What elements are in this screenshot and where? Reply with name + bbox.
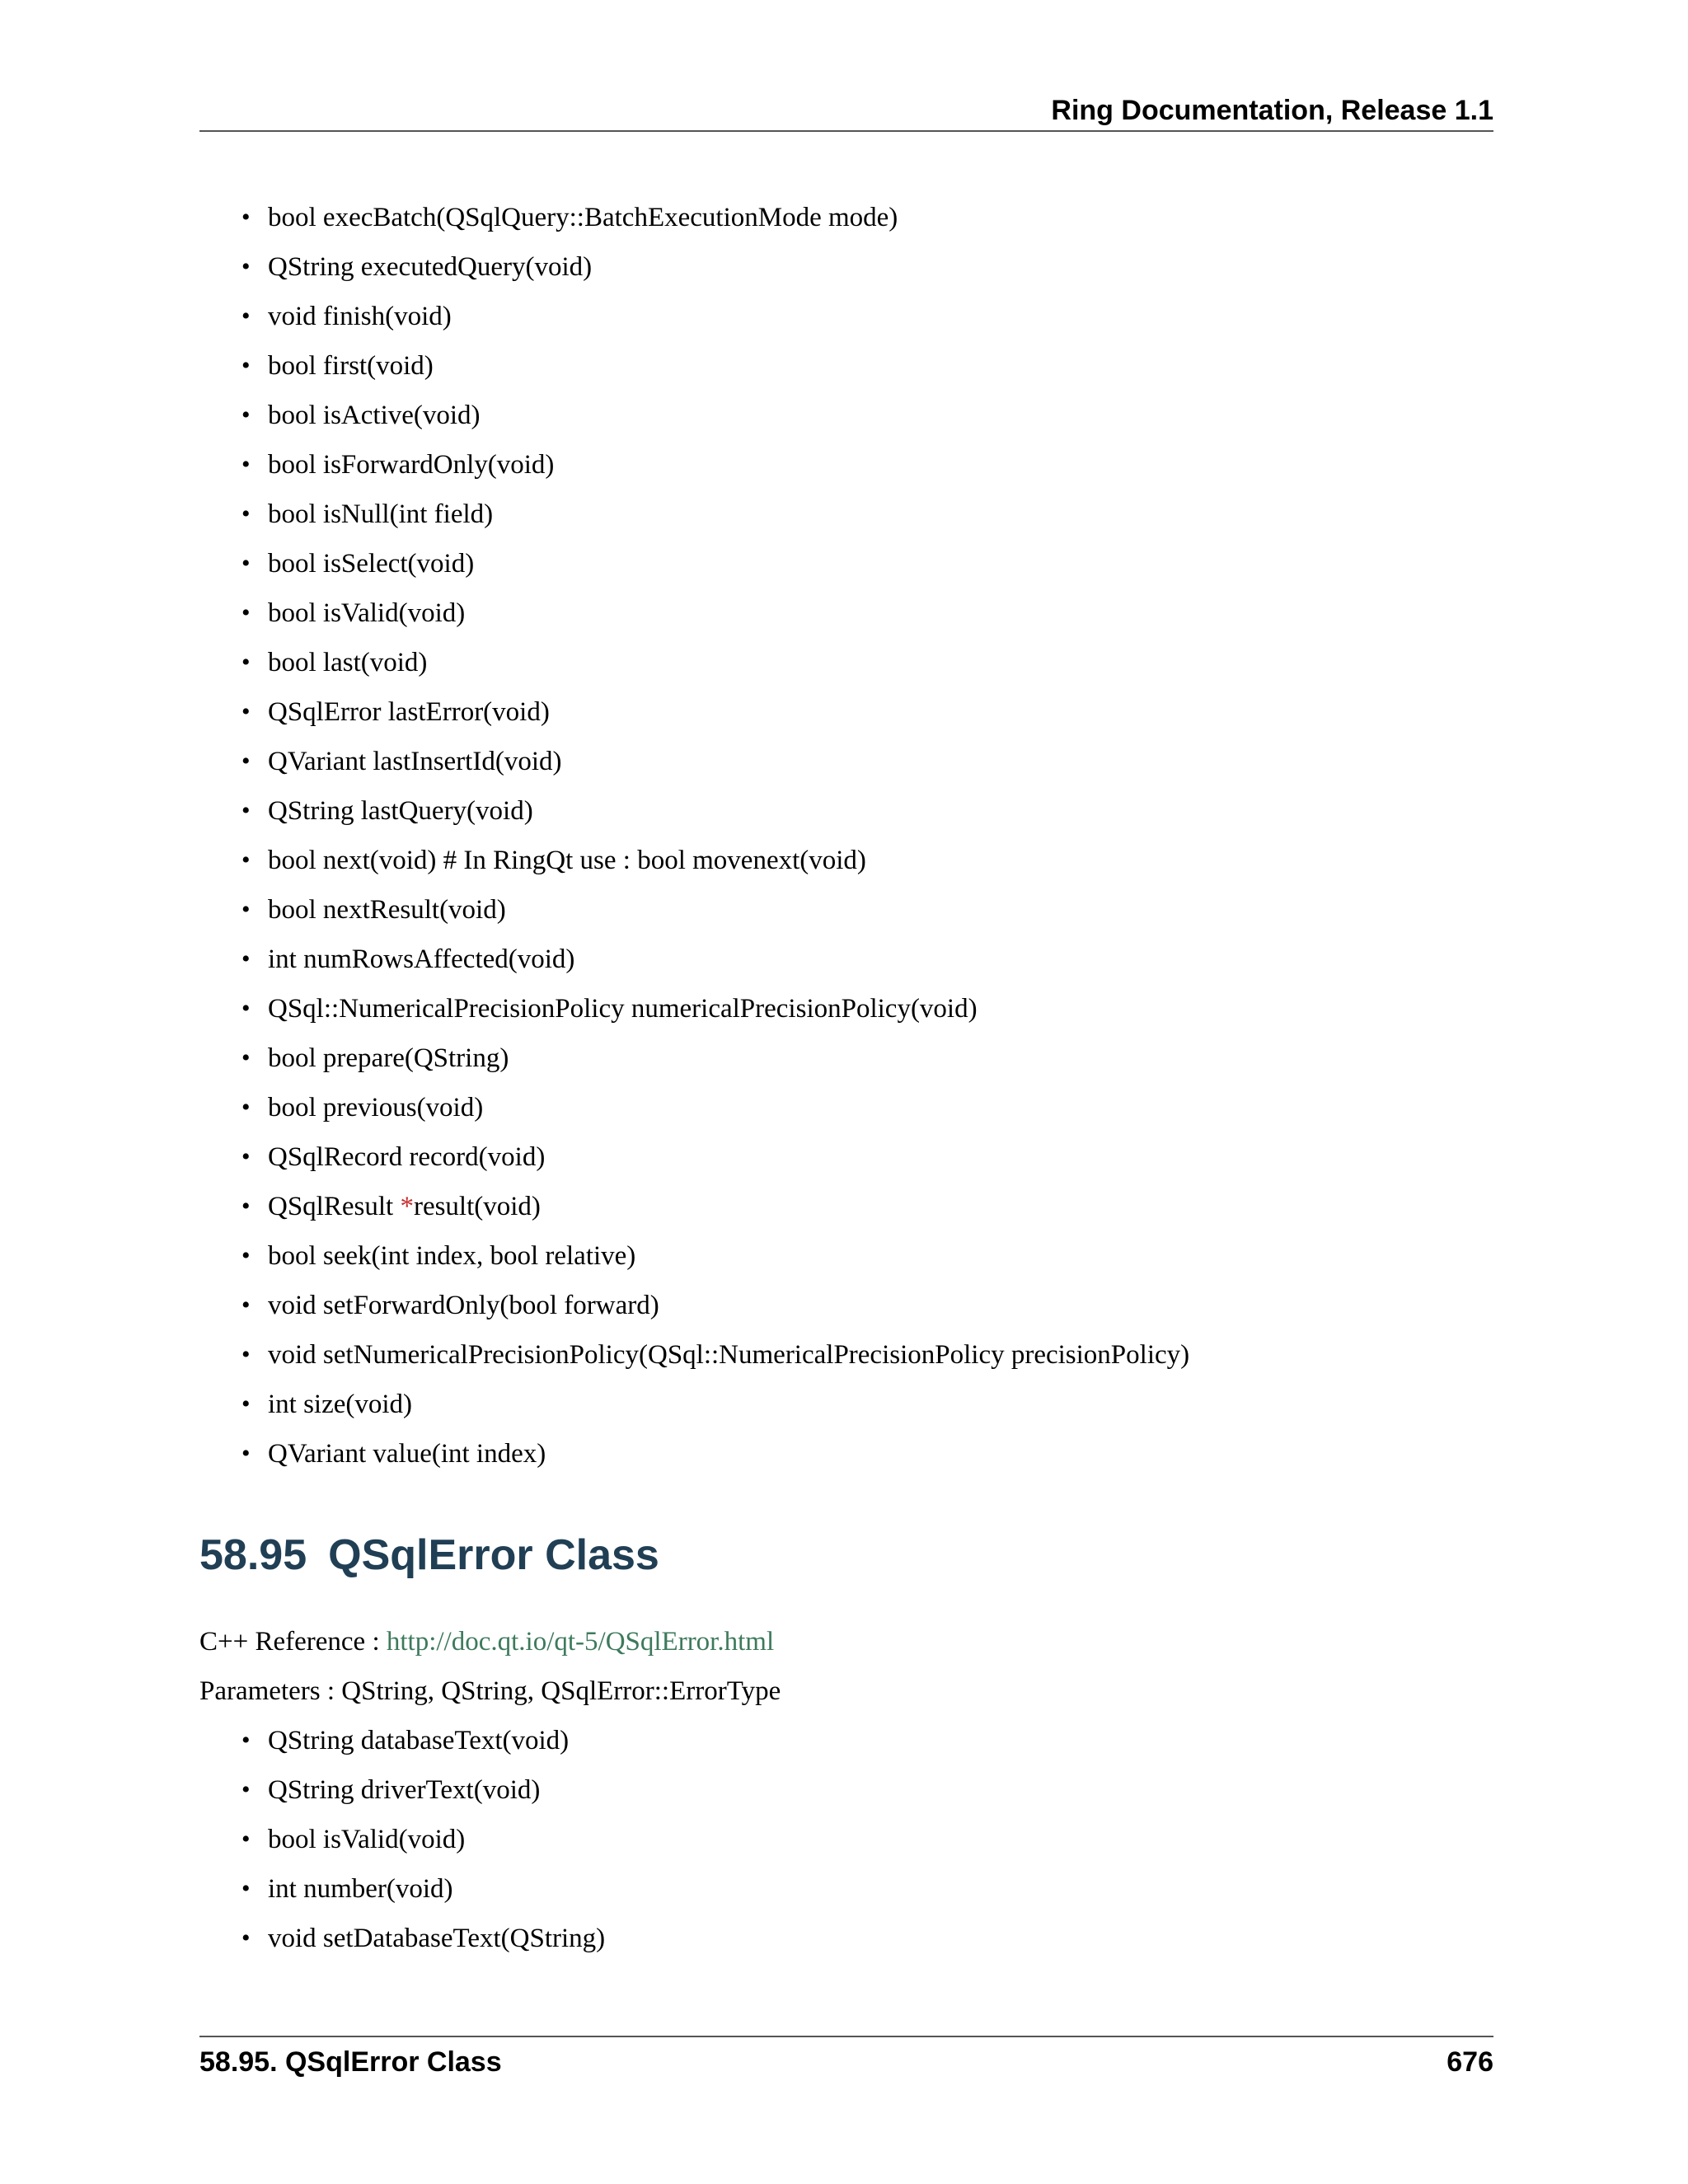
list-item	[0, 193, 1189, 242]
method-text: bool last(void)	[268, 648, 428, 677]
list-item	[0, 588, 1189, 638]
header-title: Ring Documentation, Release 1.1	[1051, 95, 1493, 126]
list-item	[0, 1281, 1189, 1330]
method-text: void finish(void)	[268, 302, 452, 331]
list-item	[0, 984, 1189, 1033]
list-item	[0, 1231, 1189, 1281]
list-item	[0, 1815, 605, 1864]
method-text: QString executedQuery(void)	[268, 252, 593, 282]
method-text: bool isActive(void)	[268, 401, 481, 430]
bullet-icon: •	[241, 1291, 251, 1319]
method-text: bool nextResult(void)	[268, 895, 506, 925]
list-item	[0, 1330, 1189, 1380]
bullet-icon: •	[241, 945, 251, 972]
list-item	[0, 786, 1189, 836]
list-item	[0, 935, 1189, 984]
bullet-icon: •	[241, 1875, 251, 1902]
cpp-reference-line	[199, 1617, 774, 1666]
list-item	[0, 638, 1189, 687]
method-text: bool first(void)	[268, 351, 434, 381]
list-item	[0, 490, 1189, 539]
method-text: int size(void)	[268, 1390, 413, 1419]
bullet-icon: •	[241, 352, 251, 379]
bullet-icon: •	[241, 599, 251, 626]
section-number: 58.95	[199, 1531, 307, 1579]
method-text: bool isNull(int field)	[268, 499, 494, 529]
method-text: bool isSelect(void)	[268, 549, 475, 579]
bullet-icon: •	[241, 1727, 251, 1754]
bullet-icon: •	[241, 1924, 251, 1952]
method-text: QSqlRecord record(void)	[268, 1142, 546, 1172]
method-text-suffix: result(void)	[413, 1192, 541, 1221]
list-item	[0, 885, 1189, 935]
page-number: 676	[1447, 2046, 1493, 2078]
method-list-qsqlquery	[0, 193, 1189, 1479]
list-item	[0, 687, 1189, 737]
footer-section-title: 58.95. QSqlError Class	[199, 2046, 502, 2078]
bullet-icon: •	[241, 698, 251, 725]
section-heading	[199, 1526, 659, 1584]
parameters-line: Parameters : QString, QString, QSqlError::ErrorType	[199, 1676, 781, 1706]
list-item	[0, 1083, 1189, 1132]
bullet-icon: •	[241, 797, 251, 824]
method-list-qsqlerror	[0, 1716, 605, 1963]
method-text: bool isValid(void)	[268, 598, 466, 628]
list-item	[0, 391, 1189, 440]
list-item	[0, 341, 1189, 391]
list-item	[0, 1716, 605, 1765]
list-item	[0, 1380, 1189, 1429]
list-item	[0, 1864, 605, 1914]
list-item	[0, 1132, 1189, 1182]
list-item	[0, 539, 1189, 588]
bullet-icon: •	[241, 846, 251, 874]
list-item	[0, 440, 1189, 490]
bullet-icon: •	[241, 451, 251, 478]
list-item	[0, 737, 1189, 786]
bullet-icon: •	[241, 204, 251, 231]
bullet-icon: •	[241, 995, 251, 1022]
method-text: QString databaseText(void)	[268, 1726, 570, 1755]
pointer-star: *	[400, 1192, 414, 1221]
method-text: bool execBatch(QSqlQuery::BatchExecutionMode mode)	[268, 203, 898, 232]
reference-label: C++ Reference :	[199, 1627, 387, 1657]
method-text: int number(void)	[268, 1874, 453, 1904]
bullet-icon: •	[241, 649, 251, 676]
bullet-icon: •	[241, 302, 251, 330]
list-item	[0, 292, 1189, 341]
list-item	[0, 242, 1189, 292]
bullet-icon: •	[241, 1193, 251, 1220]
method-text: bool prepare(QString)	[268, 1043, 509, 1073]
bullet-icon: •	[241, 253, 251, 280]
bullet-icon: •	[241, 500, 251, 527]
bullet-icon: •	[241, 1094, 251, 1121]
bullet-icon: •	[241, 1825, 251, 1853]
page-header	[199, 92, 1493, 132]
method-text: void setDatabaseText(QString)	[268, 1924, 606, 1953]
bullet-icon: •	[241, 1440, 251, 1467]
method-text: bool next(void) # In RingQt use : bool movenext(void)	[268, 846, 866, 875]
reference-link[interactable]: http://doc.qt.io/qt-5/QSqlError.html	[386, 1627, 775, 1657]
method-text: bool previous(void)	[268, 1093, 484, 1122]
method-text: void setNumericalPrecisionPolicy(QSql::NumericalPrecisionPolicy precisionPolicy)	[268, 1340, 1190, 1370]
bullet-icon: •	[241, 1242, 251, 1269]
method-text: bool isValid(void)	[268, 1825, 466, 1854]
bullet-icon: •	[241, 1044, 251, 1071]
method-text: QSql::NumericalPrecisionPolicy numericalPrecisionPolicy(void)	[268, 994, 978, 1024]
list-item	[0, 1429, 1189, 1479]
section-title: QSqlError Class	[328, 1531, 659, 1579]
method-text: QVariant value(int index)	[268, 1439, 546, 1469]
method-text-prefix: QSqlResult	[268, 1192, 401, 1221]
list-item	[0, 836, 1189, 885]
page-footer	[199, 2036, 1493, 2087]
list-item	[0, 1765, 605, 1815]
method-text: bool seek(int index, bool relative)	[268, 1241, 636, 1271]
method-text: QSqlError lastError(void)	[268, 697, 550, 727]
method-text: void setForwardOnly(bool forward)	[268, 1291, 659, 1320]
bullet-icon: •	[241, 1776, 251, 1803]
bullet-icon: •	[241, 401, 251, 429]
bullet-icon: •	[241, 1143, 251, 1170]
bullet-icon: •	[241, 550, 251, 577]
bullet-icon: •	[241, 1390, 251, 1418]
list-item	[0, 1182, 1189, 1231]
method-text: QString lastQuery(void)	[268, 796, 533, 826]
method-text: int numRowsAffected(void)	[268, 944, 575, 974]
bullet-icon: •	[241, 1341, 251, 1368]
method-text: bool isForwardOnly(void)	[268, 450, 555, 480]
list-item	[0, 1914, 605, 1963]
list-item	[0, 1033, 1189, 1083]
bullet-icon: •	[241, 748, 251, 775]
method-text: QString driverText(void)	[268, 1775, 541, 1805]
method-text: QVariant lastInsertId(void)	[268, 747, 562, 776]
bullet-icon: •	[241, 896, 251, 923]
